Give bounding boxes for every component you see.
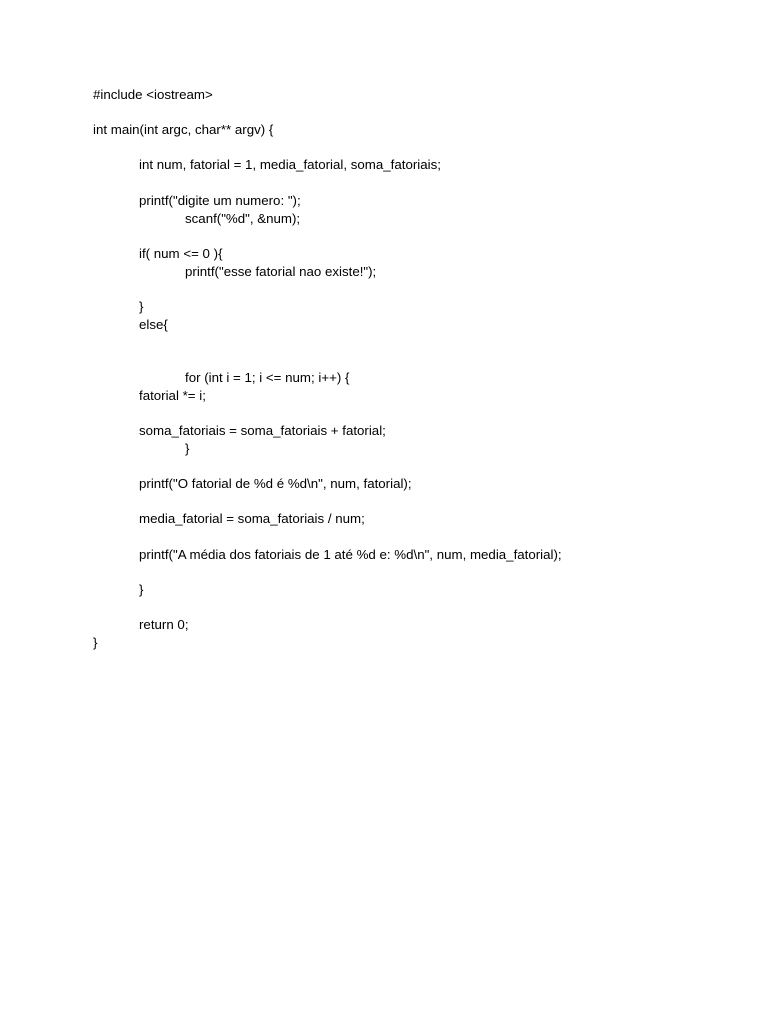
code-line-printf-prompt: printf("digite um numero: "); xyxy=(139,193,301,208)
code-line-printf-average: printf("A média dos fatoriais de 1 até %d e: %d\n", num, media_fatorial); xyxy=(139,547,562,562)
code-line-average: media_fatorial = soma_fatoriais / num; xyxy=(139,511,365,526)
code-line-printf-result: printf("O fatorial de %d é %d\n", num, fatorial); xyxy=(139,476,412,491)
code-line-main-close: } xyxy=(93,635,98,650)
code-line-else: else{ xyxy=(139,317,168,332)
code-line-if: if( num <= 0 ){ xyxy=(139,246,223,261)
code-line-if-close: } xyxy=(139,299,144,314)
code-line-multiply: fatorial *= i; xyxy=(139,388,206,403)
code-line-for-close: } xyxy=(185,441,190,456)
code-line-printf-error: printf("esse fatorial nao existe!"); xyxy=(185,264,377,279)
code-line-main-signature: int main(int argc, char** argv) { xyxy=(93,122,274,137)
code-line-return: return 0; xyxy=(139,617,189,632)
code-line-include: #include <iostream> xyxy=(93,87,213,102)
code-line-declarations: int num, fatorial = 1, media_fatorial, soma_fatoriais; xyxy=(139,157,441,172)
code-line-else-close: } xyxy=(139,582,144,597)
code-line-scanf: scanf("%d", &num); xyxy=(185,211,301,226)
code-line-sum: soma_fatoriais = soma_fatoriais + fatorial; xyxy=(139,423,386,438)
code-line-for: for (int i = 1; i <= num; i++) { xyxy=(185,370,350,385)
